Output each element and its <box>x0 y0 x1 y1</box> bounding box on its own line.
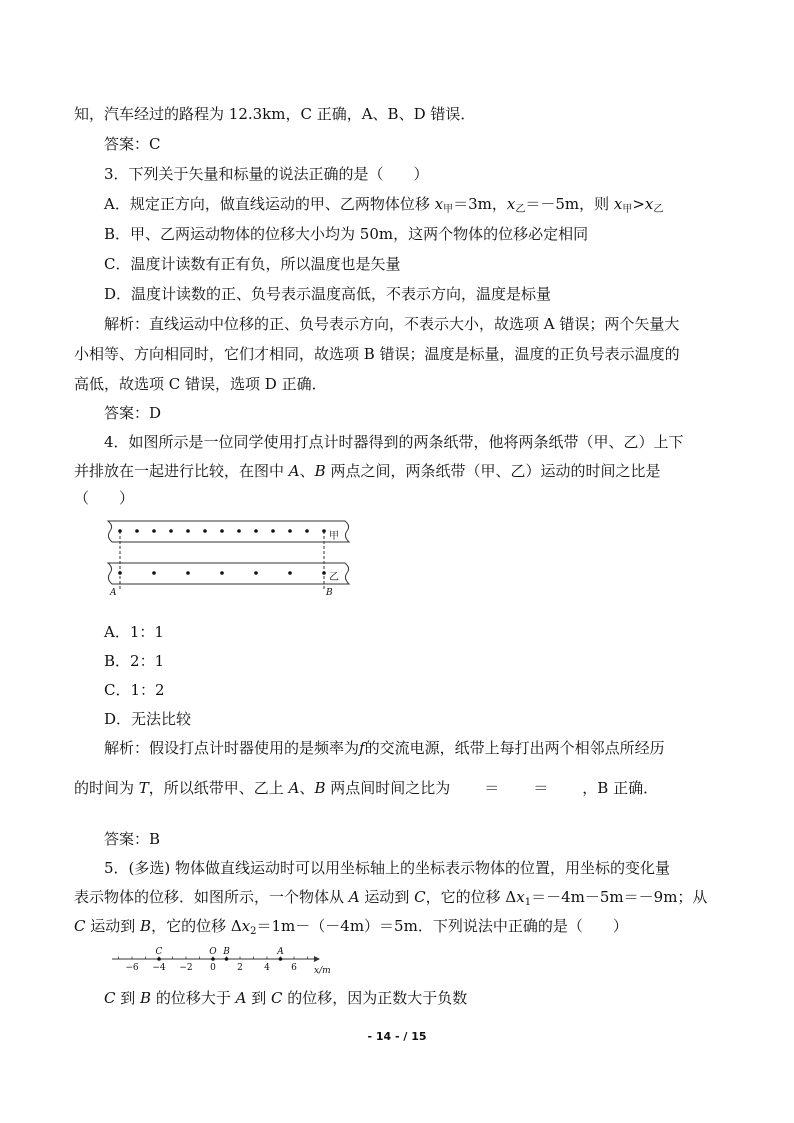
axis-point-label: B <box>223 947 230 957</box>
question-5-line: 表示物体的位移．如图所示，一个物体从 A 运动到 C，它的位移 $\Delta x_1=-4m-5m=-9m$；从 <box>74 888 708 908</box>
question-4: 4．如图所示是一位同学使用打点计时器得到的两条纸带，他将两条纸带（甲、乙）上下 <box>104 433 684 451</box>
axis-point <box>279 957 283 961</box>
axis-tick-label: −4 <box>152 963 166 973</box>
choice-b: B．2：1 <box>104 652 165 670</box>
option-d: D．温度计读数的正、负号表示温度高低，不表示方向，温度是标量 <box>104 285 552 303</box>
choice-d: D．无法比较 <box>104 710 192 728</box>
axis-tick-label: −2 <box>179 963 193 973</box>
tape-label-top: 甲 <box>329 531 339 542</box>
axis-arrow <box>314 956 320 962</box>
axis-point <box>211 957 215 961</box>
number-line-figure <box>108 944 348 976</box>
choice-a: C 到 B 的位移大于 A 到 C 的位移，因为正数大于负数 <box>104 989 468 1007</box>
choice-c: C．1：2 <box>104 681 165 699</box>
question-4-bracket: （ ） <box>74 489 135 507</box>
analysis-line: 高低，故选项 C 错误，选项 D 正确． <box>74 375 327 393</box>
page-number: - 14 - / 15 <box>367 1030 427 1043</box>
analysis-line: 解析：假设打点计时器使用的是频率为f的交流电源，纸带上每打出两个相邻点所经历 <box>104 739 665 757</box>
answer-line: 答案：D <box>104 404 162 422</box>
axis-point <box>157 957 161 961</box>
tape-point-b: B <box>326 588 333 598</box>
axis-tick-label: 4 <box>264 963 270 973</box>
axis-point <box>225 957 229 961</box>
option-c: C．温度计读数有正有负，所以温度也是矢量 <box>104 255 401 273</box>
axis-tick-label: 2 <box>237 963 243 973</box>
question-5: 5．(多选) 物体做直线运动时可以用坐标轴上的坐标表示物体的位置，用坐标的变化量 <box>104 859 671 877</box>
axis-point-label: O <box>209 947 217 957</box>
option-a: A．规定正方向，做直线运动的甲、乙两物体位移 $x_甲=3m$，$x_乙=-5m$，则 $x_甲>x_乙$ <box>104 195 664 215</box>
answer-line: 答案：B <box>104 830 161 848</box>
analysis-line: 小相等、方向相同时，它们才相同，故选项 B 错误；温度是标量，温度的正负号表示温度的 <box>74 345 680 363</box>
axis-tick-label: 0 <box>210 963 216 973</box>
axis-tick-label: −6 <box>125 963 139 973</box>
tape-label-bottom: 乙 <box>329 572 339 583</box>
answer-line: 答案：C <box>104 135 161 153</box>
axis-point-label: C <box>155 947 163 957</box>
tape-figure <box>100 514 360 598</box>
question-4-line: 并排放在一起进行比较，在图中 A、B 两点之间，两条纸带（甲、乙）运动的时间之比是 <box>74 462 661 480</box>
analysis-line: 解析：直线运动中位移的正、负号表示方向，不表示大小，故选项 A 错误；两个矢量大 <box>104 315 680 333</box>
analysis-line: 的时间为 T，所以纸带甲、乙上 A、B 两点间时间之比为 ＝ ＝ ，B 正确． <box>74 779 659 797</box>
axis-unit: x/m <box>314 966 331 976</box>
text-line: 知，汽车经过的路程为 12.3km，C 正确，A、B、D 错误． <box>74 105 476 123</box>
question-3: 3．下列关于矢量和标量的说法正确的是（ ） <box>104 165 429 183</box>
axis-tick-label: 6 <box>291 963 297 973</box>
option-b: B．甲、乙两运动物体的位移大小均为 50m，这两个物体的位移必定相同 <box>104 225 589 243</box>
axis-point-label: A <box>277 947 284 957</box>
tape-point-a: A <box>110 588 117 598</box>
question-5-line: C 运动到 B，它的位移 $\Delta x_2=1m-(-4m)=5m$．下列说法中正确的是（ ） <box>74 917 628 937</box>
choice-a: A．1：1 <box>104 623 164 641</box>
